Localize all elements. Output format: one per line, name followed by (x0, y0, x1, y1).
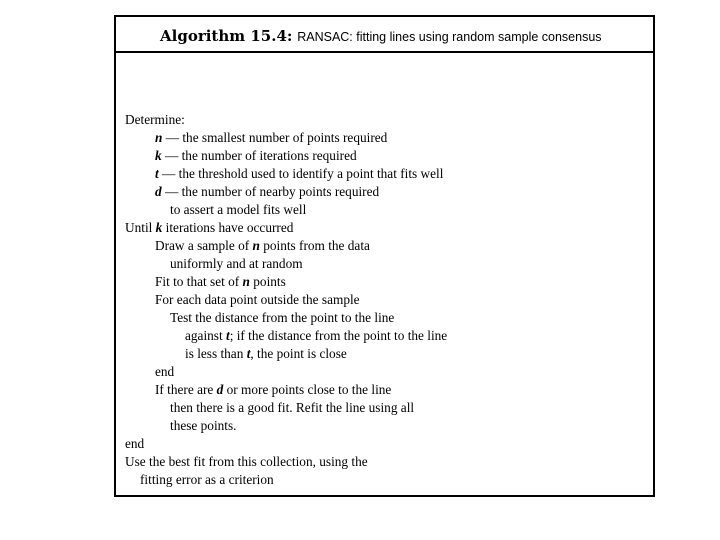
variable: d (155, 184, 162, 199)
line-text: or more points close to the line (223, 382, 392, 397)
algorithm-line (155, 183, 379, 201)
line-text: — the number of iterations required (161, 148, 357, 163)
line-text: fitting error as a criterion (140, 472, 274, 487)
algorithm-line (125, 111, 185, 129)
line-text: Test the distance from the point to the line (170, 310, 395, 325)
line-text: points from the data (259, 238, 370, 253)
line-text: ; if the distance from the point to the line (229, 328, 448, 343)
algorithm-body (116, 53, 653, 495)
algorithm-header (116, 17, 653, 53)
line-text: Use the best fit from this collection, using the (125, 454, 368, 469)
line-text: end (155, 364, 175, 379)
variable: n (155, 130, 163, 145)
algorithm-line (170, 417, 236, 435)
algorithm-line (155, 381, 391, 399)
algorithm-line (185, 345, 347, 363)
line-text: Determine: (125, 112, 185, 127)
algorithm-box (114, 15, 655, 497)
line-text: uniformly and at random (170, 256, 303, 271)
algorithm-line (155, 363, 174, 381)
line-text: these points. (170, 418, 237, 433)
algorithm-line (125, 219, 293, 237)
line-text: against (185, 328, 226, 343)
line-text: Draw a sample of (155, 238, 253, 253)
algorithm-number: Algorithm 15.4: (160, 27, 293, 45)
algorithm-line (155, 129, 387, 147)
algorithm-line (170, 309, 394, 327)
line-text: , the point is close (250, 346, 347, 361)
line-text: end (125, 436, 145, 451)
algorithm-line (155, 165, 443, 183)
line-text: points (249, 274, 286, 289)
algorithm-line (155, 291, 360, 309)
variable: n (242, 274, 250, 289)
variable: t (246, 346, 251, 361)
line-text: Fit to that set of (155, 274, 243, 289)
line-text: — the number of nearby points required (161, 184, 380, 199)
algorithm-line (155, 237, 370, 255)
algorithm-line (125, 435, 144, 453)
line-text: — the smallest number of points required (162, 130, 388, 145)
algorithm-line (125, 453, 368, 471)
algorithm-line (185, 327, 447, 345)
line-text: For each data point outside the sample (155, 292, 360, 307)
variable: t (155, 166, 159, 181)
variable: k (155, 148, 162, 163)
line-text: iterations have occurred (162, 220, 294, 235)
algorithm-caption (160, 27, 602, 45)
line-text: — the threshold used to identify a point that fits well (158, 166, 444, 181)
line-text: If there are (155, 382, 217, 397)
variable: d (216, 382, 224, 397)
variable: t (226, 328, 230, 343)
algorithm-title: RANSAC: fitting lines using random sample consensus (297, 30, 602, 44)
variable: n (252, 238, 260, 253)
algorithm-line (155, 147, 357, 165)
line-text: Until (125, 220, 156, 235)
line-text: is less than (185, 346, 247, 361)
variable: k (155, 220, 163, 235)
line-text: then there is a good fit. Refit the line using all (170, 400, 415, 415)
algorithm-line (170, 255, 303, 273)
algorithm-line (170, 399, 414, 417)
algorithm-line (140, 471, 274, 489)
algorithm-line (170, 201, 306, 219)
algorithm-line (155, 273, 286, 291)
line-text: to assert a model fits well (170, 202, 307, 217)
